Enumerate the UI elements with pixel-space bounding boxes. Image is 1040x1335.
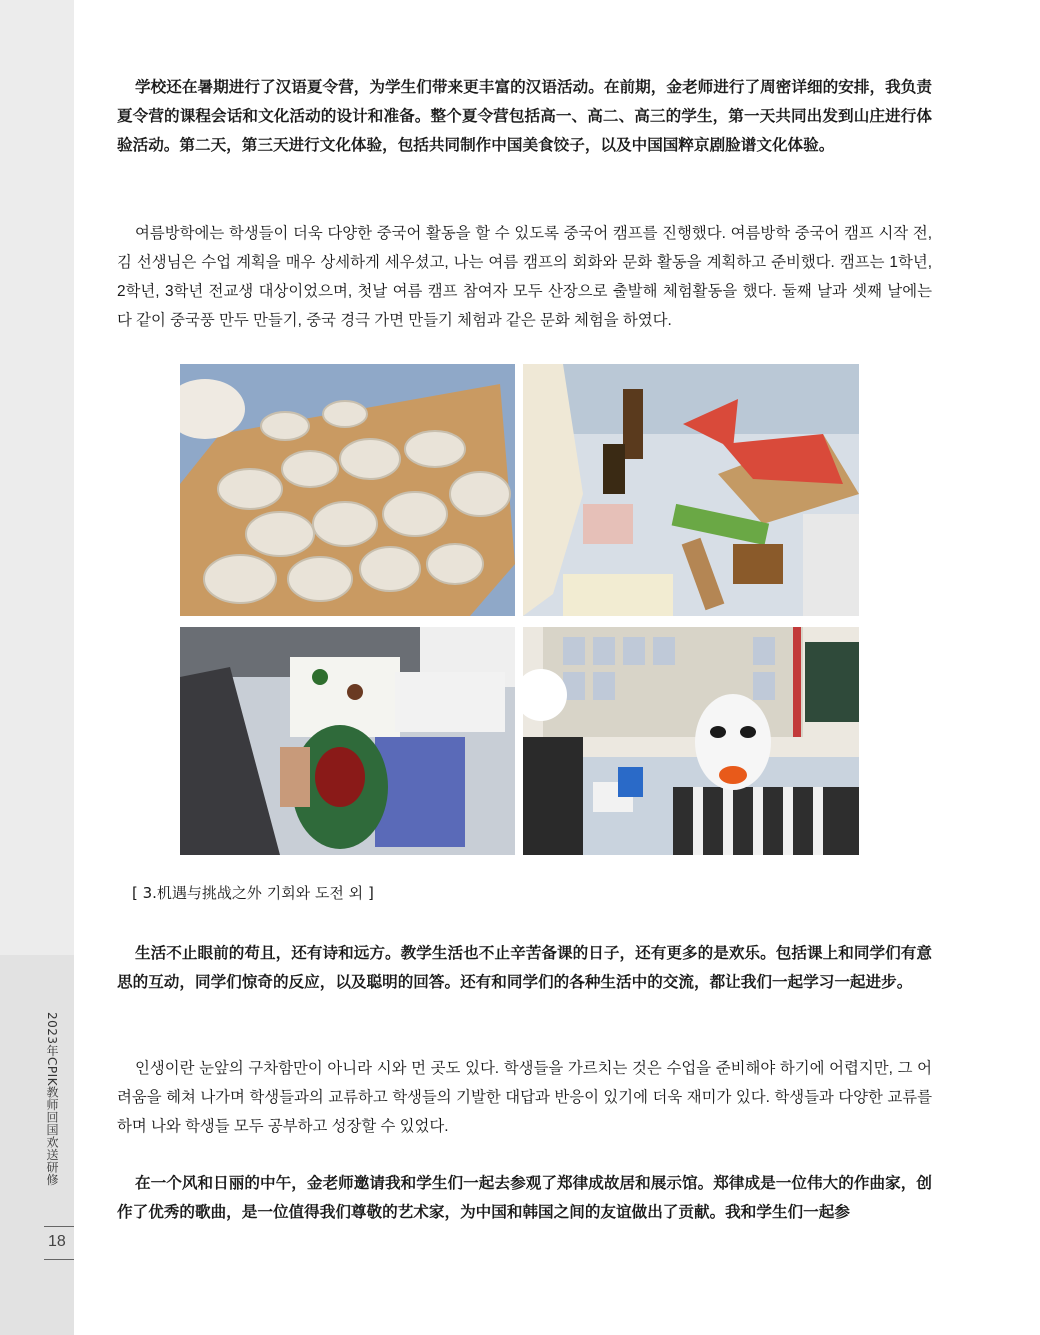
photo-dumplings [180,364,515,616]
paragraph-visit-zh: 在一个风和日丽的中午，金老师邀请我和学生们一起去参观了郑律成故居和展示馆。郑律成是一位伟大的作曲家，创作了优秀的歌曲，是一位值得我们尊敬的艺术家，为中国和韩国之间的友谊做出了贡献。我和学生们一起参 [117,1174,932,1221]
page-number-rule-top [44,1226,74,1227]
paragraph-life-zh: 生活不止眼前的苟且，还有诗和远方。教学生活也不止辛苦备课的日子，还有更多的是欢乐。包括课上和同学们有意思的互动，同学们惊奇的反应，以及聪明的回答。还有和同学们的各种生活中的交流，都让我们一起学习一起进步。 [117,944,932,991]
photo-mask-wearing [523,627,859,855]
photo-food-prep [523,364,859,616]
paragraph-camp-zh: 学校还在暑期进行了汉语夏令营，为学生们带来更丰富的汉语活动。在前期，金老师进行了周密详细的安排，我负责夏令营的课程会话和文化活动的设计和准备。整个夏令营包括高一、高二、高三的学生，第一天共同出发到山庄进行体验活动。第二天，第三天进行文化体验，包括共同制作中国美食饺子，以及中国国粹京剧脸谱文化体验。 [117,78,932,154]
page-number-rule-bottom [44,1259,74,1260]
paragraph-camp-ko: 여름방학에는 학생들이 더욱 다양한 중국어 활동을 할 수 있도록 중국어 캠프를 진행했다. 여름방학 중국어 캠프 시작 전, 김 선생님은 수업 계획을 매우 상세하게 세우셨고, 나는 여름 캠프의 회화와 문화 활동을 계획하고 준비했다. 캠프는 1학년, 2학년, 3학년 전교생 대상이었으며, 첫날 여름 캠프 참여자 모두 산장으로 출발해 체험활동을 했다. 둘째 날과 셋째 날에는 다 같이 중국풍 만두 만들기, 중국 경극 가면 만들기 체험과 같은 문화 체험을 하였다. [117,225,932,329]
section-caption: [ 3.机遇与挑战之外 기회와 도전 외 ] [132,884,374,902]
sidebar-vertical-title: 2023年CPIK教师回国欢送研修 [45,1012,59,1187]
paragraph-life-ko: 인생이란 눈앞의 구차함만이 아니라 시와 먼 곳도 있다. 학생들을 가르치는 것은 수업을 준비해야 하기에 어렵지만, 그 어려움을 헤쳐 나가며 학생들과의 교류하고 학생들의 기발한 대답과 반응이 있기에 더욱 재미가 있다. 학생들과 다양한 교류를 하며 나와 학생들 모두 공부하고 성장할 수 있었다. [117,1060,932,1135]
sidebar-top-band [0,0,74,955]
photo-mask-painting [180,627,515,855]
sidebar [0,0,74,1335]
page-number: 18 [48,1233,66,1250]
